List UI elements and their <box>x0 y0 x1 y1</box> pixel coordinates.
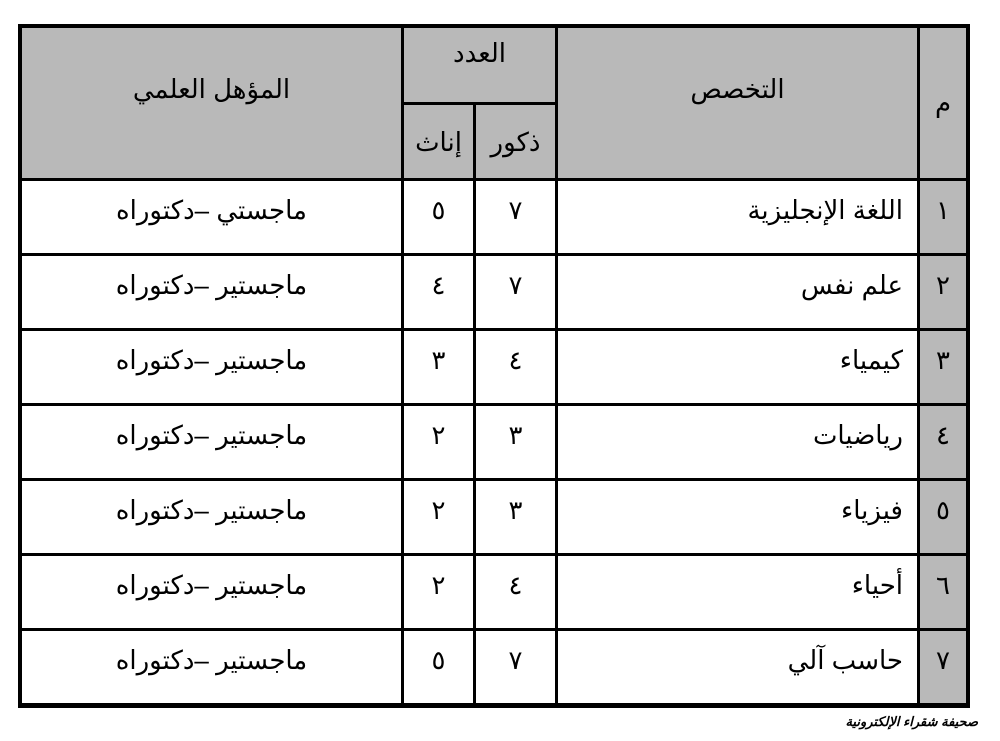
row-num: ٤ <box>920 406 966 478</box>
row-specialty: فيزياء <box>558 481 917 553</box>
row-specialty: حاسب آلي <box>558 631 917 703</box>
header-males: ذكور <box>476 105 555 178</box>
row-specialty: علم نفس <box>558 256 917 328</box>
row-qualification: ماجستير –دكتوراه <box>22 631 401 703</box>
row-num: ٥ <box>920 481 966 553</box>
header-count: العدد <box>404 28 555 102</box>
row-qualification: ماجستير –دكتوراه <box>22 331 401 403</box>
row-qualification: ماجستير –دكتوراه <box>22 256 401 328</box>
header-specialty: التخصص <box>558 28 917 178</box>
row-qualification: ماجستير –دكتوراه <box>22 556 401 628</box>
row-males: ٤ <box>476 331 555 403</box>
row-males: ٧ <box>476 256 555 328</box>
row-females: ٤ <box>404 256 473 328</box>
row-females: ٢ <box>404 406 473 478</box>
row-specialty: رياضيات <box>558 406 917 478</box>
row-females: ٥ <box>404 181 473 253</box>
row-specialty: اللغة الإنجليزية <box>558 181 917 253</box>
row-num: ٢ <box>920 256 966 328</box>
row-qualification: ماجستير –دكتوراه <box>22 406 401 478</box>
row-num: ٦ <box>920 556 966 628</box>
row-num: ١ <box>920 181 966 253</box>
row-females: ٢ <box>404 556 473 628</box>
row-qualification: ماجستير –دكتوراه <box>22 481 401 553</box>
row-specialty: كيمياء <box>558 331 917 403</box>
row-specialty: أحياء <box>558 556 917 628</box>
row-males: ٧ <box>476 631 555 703</box>
row-males: ٧ <box>476 181 555 253</box>
staff-table <box>18 24 970 708</box>
row-qualification: ماجستي –دكتوراه <box>22 181 401 253</box>
row-males: ٣ <box>476 481 555 553</box>
header-females: إناث <box>404 105 473 178</box>
header-num: م <box>920 28 966 178</box>
row-males: ٤ <box>476 556 555 628</box>
header-qualification: المؤهل العلمي <box>22 28 401 178</box>
row-females: ٣ <box>404 331 473 403</box>
row-num: ٧ <box>920 631 966 703</box>
row-num: ٣ <box>920 331 966 403</box>
row-males: ٣ <box>476 406 555 478</box>
source-credit: صحيفة شقراء الإلكترونية <box>845 714 978 729</box>
row-females: ٥ <box>404 631 473 703</box>
row-females: ٢ <box>404 481 473 553</box>
